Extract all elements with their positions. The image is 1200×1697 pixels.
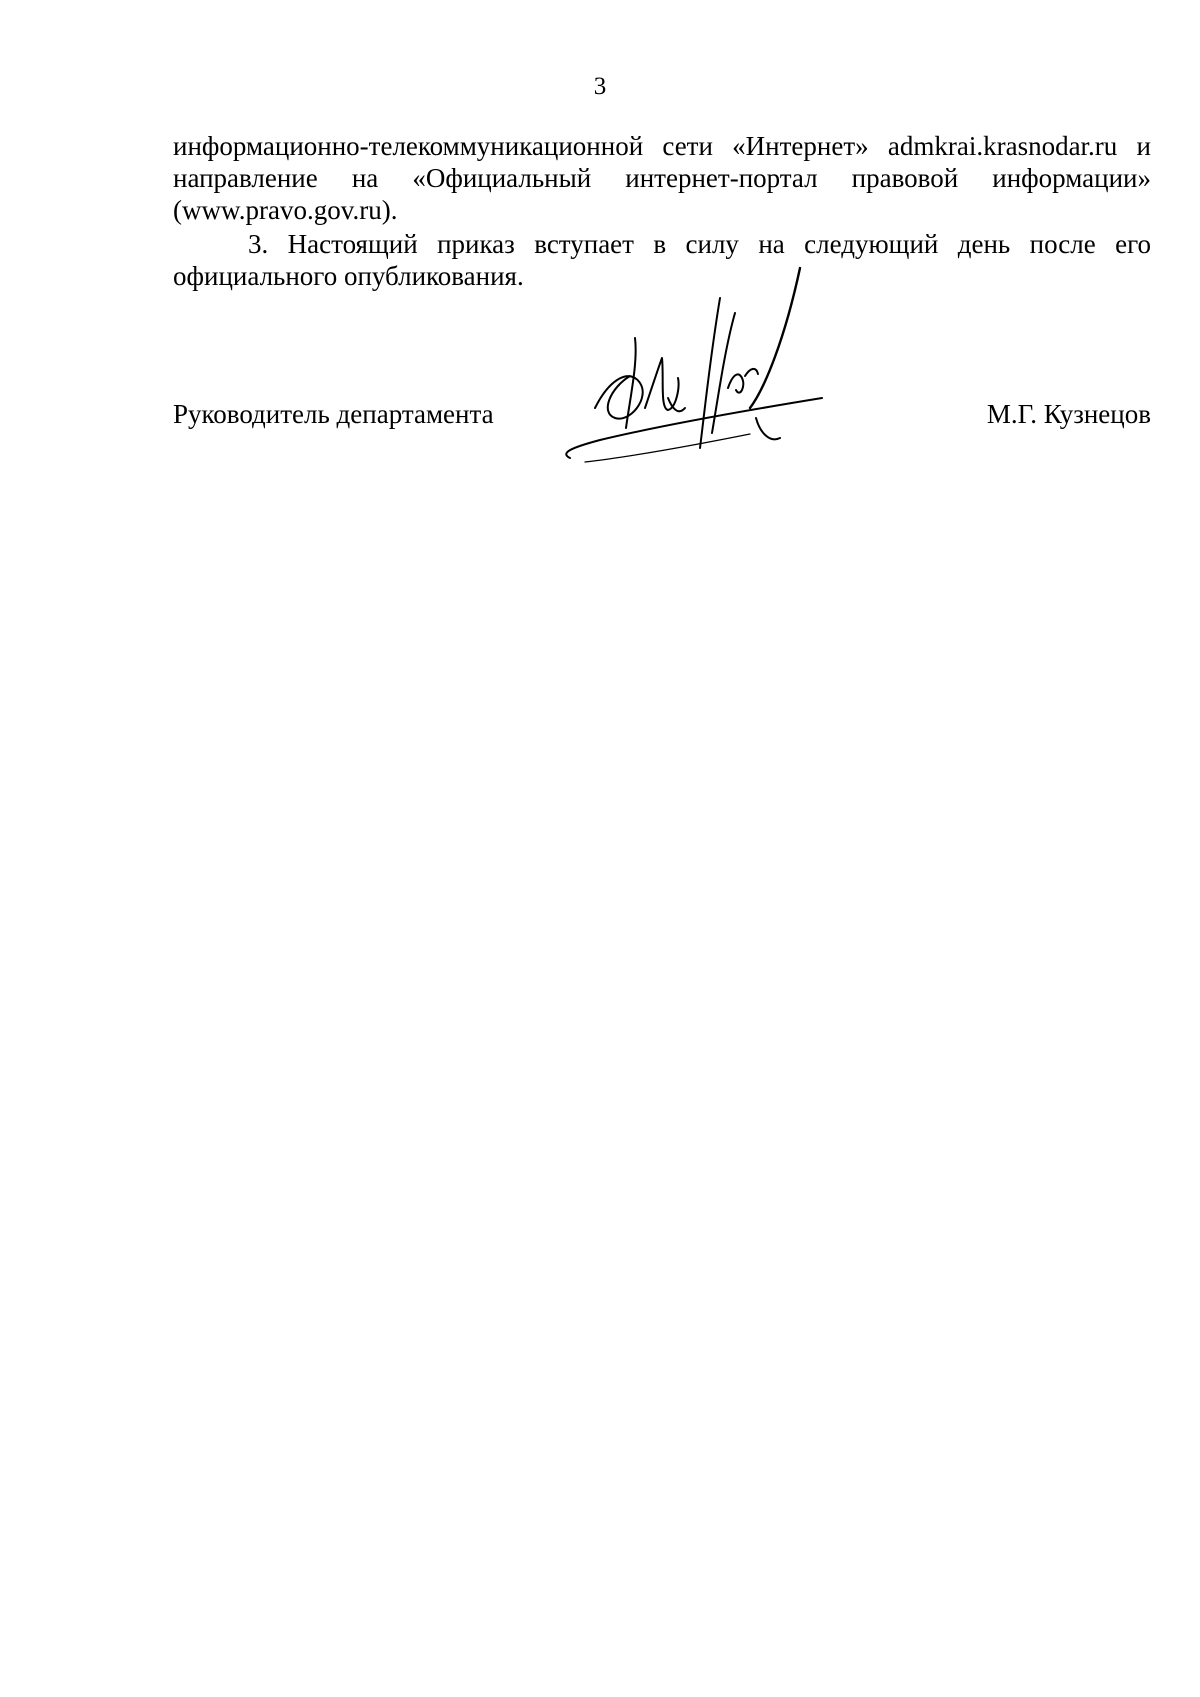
paragraph-line: (www.pravo.gov.ru). [173, 195, 398, 225]
paragraph-line: информационно-телекоммуникационной сети «Интернет» admkrai.krasnodar.ru и [173, 131, 1151, 161]
paragraph-line: официального опубликования. [173, 261, 524, 291]
paragraph-publication [173, 130, 1151, 226]
signatory-name: М.Г. Кузнецов [986, 399, 1151, 429]
paragraph-line: 3. Настоящий приказ вступает в силу на следующий день после его [248, 229, 1151, 259]
signatory-title: Руководитель департамента [173, 399, 494, 429]
paragraph-line: направление на «Официальный интернет-портал правовой информации» [173, 163, 1151, 193]
page-number: 3 [593, 73, 607, 100]
handwritten-signature-icon [560, 258, 880, 473]
